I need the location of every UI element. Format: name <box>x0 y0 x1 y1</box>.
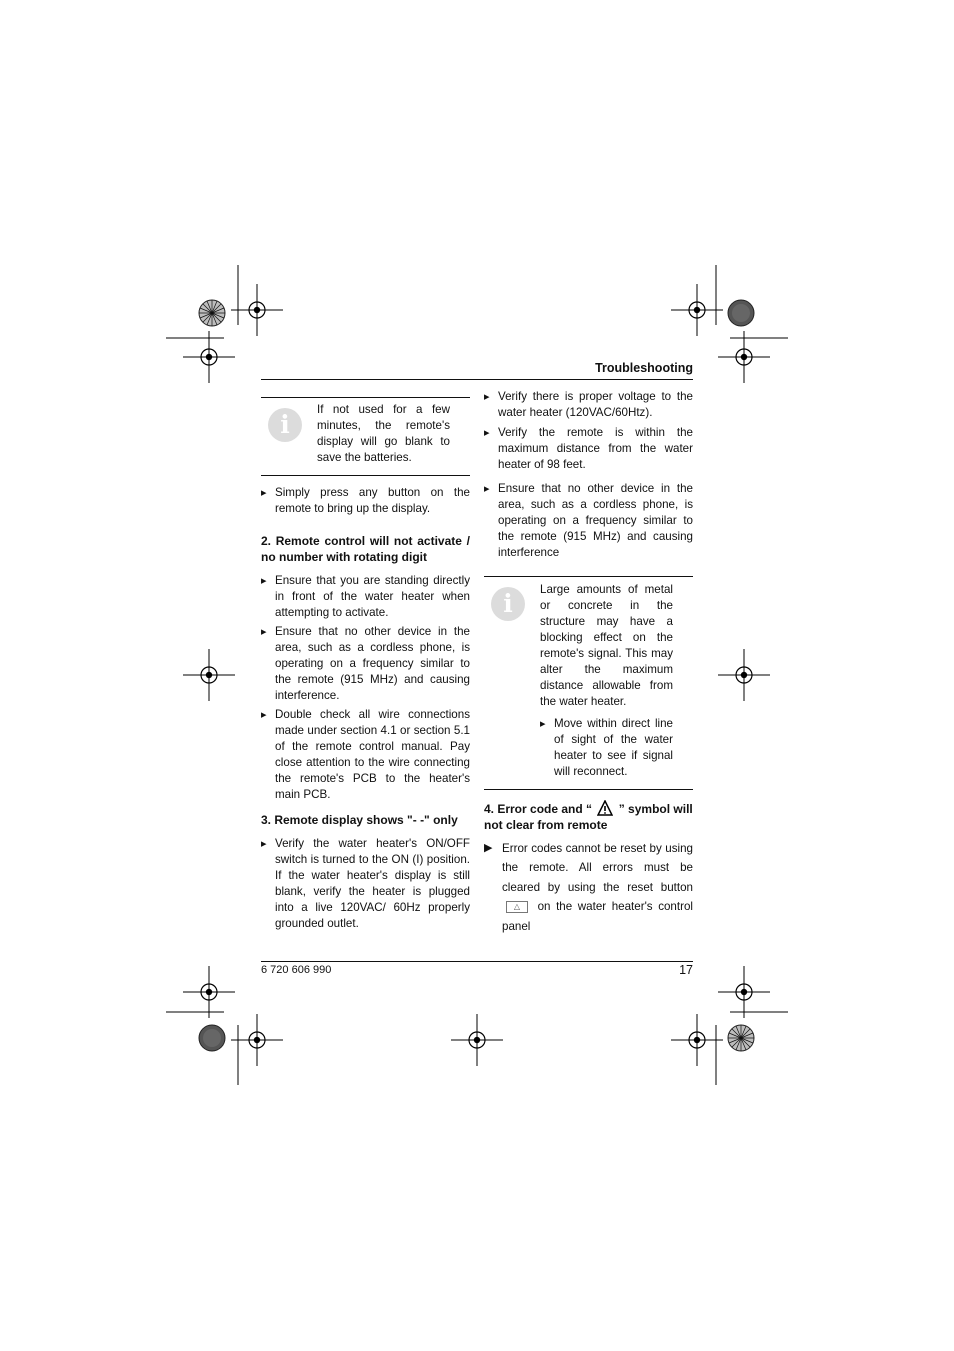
info-icon: i <box>491 587 525 621</box>
info-box2-bottom-rule <box>484 789 693 790</box>
reset-button-icon: △ <box>506 901 528 913</box>
header-rule <box>261 379 693 380</box>
info-icon: i <box>268 408 302 442</box>
heading-remote-not-activate: 2. Remote control will not activate / no number with rotating digit <box>261 534 470 564</box>
bullet-press-button: ▸ Simply press any button on the remote to bring up the display. <box>261 485 470 517</box>
info-box-top-rule <box>261 397 470 398</box>
bullet-error-reset-pre: Error codes cannot be reset by using the remote. All errors must be cleared by using the reset button <box>502 842 693 894</box>
bullet-line-of-sight: ▸ Move within direct line of sight of the water heater to see if signal will reconnect. <box>540 716 673 780</box>
bullet-no-interference: ▸ Ensure that no other device in the area, such as a cordless phone, is operating on a frequency similar to the remote (915 MHz) and causing interference. <box>261 624 470 704</box>
bullet-verify-voltage: ▸ Verify there is proper voltage to the water heater (120VAC/60Htz). <box>484 389 693 421</box>
bullet-verify-distance: ▸ Verify the remote is within the maximum distance from the water heater of 98 feet. <box>484 425 693 473</box>
page-number: 17 <box>679 963 693 977</box>
bullet-check-wires: ▸ Double check all wire connections made under section 4.1 or section 5.1 of the remote control manual. Pay close attention to the wire connecting the remote's PCB to the heater's main PCB. <box>261 707 470 803</box>
bullet-error-reset <box>484 839 693 936</box>
info-box2-top-rule <box>484 576 693 577</box>
heading-display-dashes: 3. Remote display shows "- -" only <box>261 813 458 827</box>
footer-rule <box>261 961 693 962</box>
bullet-arrow-icon: ▶ <box>484 842 493 854</box>
heading-error-code-pre: 4. Error code and “ <box>484 802 593 816</box>
left-column <box>261 485 470 935</box>
right-column-top <box>484 389 693 564</box>
heading-error-code <box>484 800 693 833</box>
section-title: Troubleshooting <box>595 361 693 375</box>
bullet-stand-in-front: ▸ Ensure that you are standing directly in front of the water heater when attempting to activate. <box>261 573 470 621</box>
warning-triangle-icon <box>597 800 613 816</box>
info-box-bottom-rule <box>261 475 470 476</box>
bullet-no-interference-right: ▸ Ensure that no other device in the area, such as a cordless phone, is operating on a frequency similar to the remote (915 MHz) and causing interference <box>484 481 693 561</box>
bullet-error-reset-post: on the water heater's control panel <box>502 900 693 933</box>
heading-error-code-post: ” symbol will not clear from remote <box>484 802 693 832</box>
bullet-verify-switch: ▸ Verify the water heater's ON/OFF switch is turned to the ON (I) position. If the water heater's display is still blank, verify the heater is plugged into a live 120VAC/ 60Hz properly grounded outlet. <box>261 836 470 932</box>
doc-number: 6 720 606 990 <box>261 964 332 976</box>
info-note-metal <box>540 582 673 783</box>
info-note-batteries: If not used for a few minutes, the remote's display will go blank to save the batteries. <box>317 403 450 464</box>
info-note-metal-text: Large amounts of metal or concrete in the structure may have a blocking effect on the remote's signal. This may alter the maximum distance allowable from the water heater. <box>540 583 673 708</box>
